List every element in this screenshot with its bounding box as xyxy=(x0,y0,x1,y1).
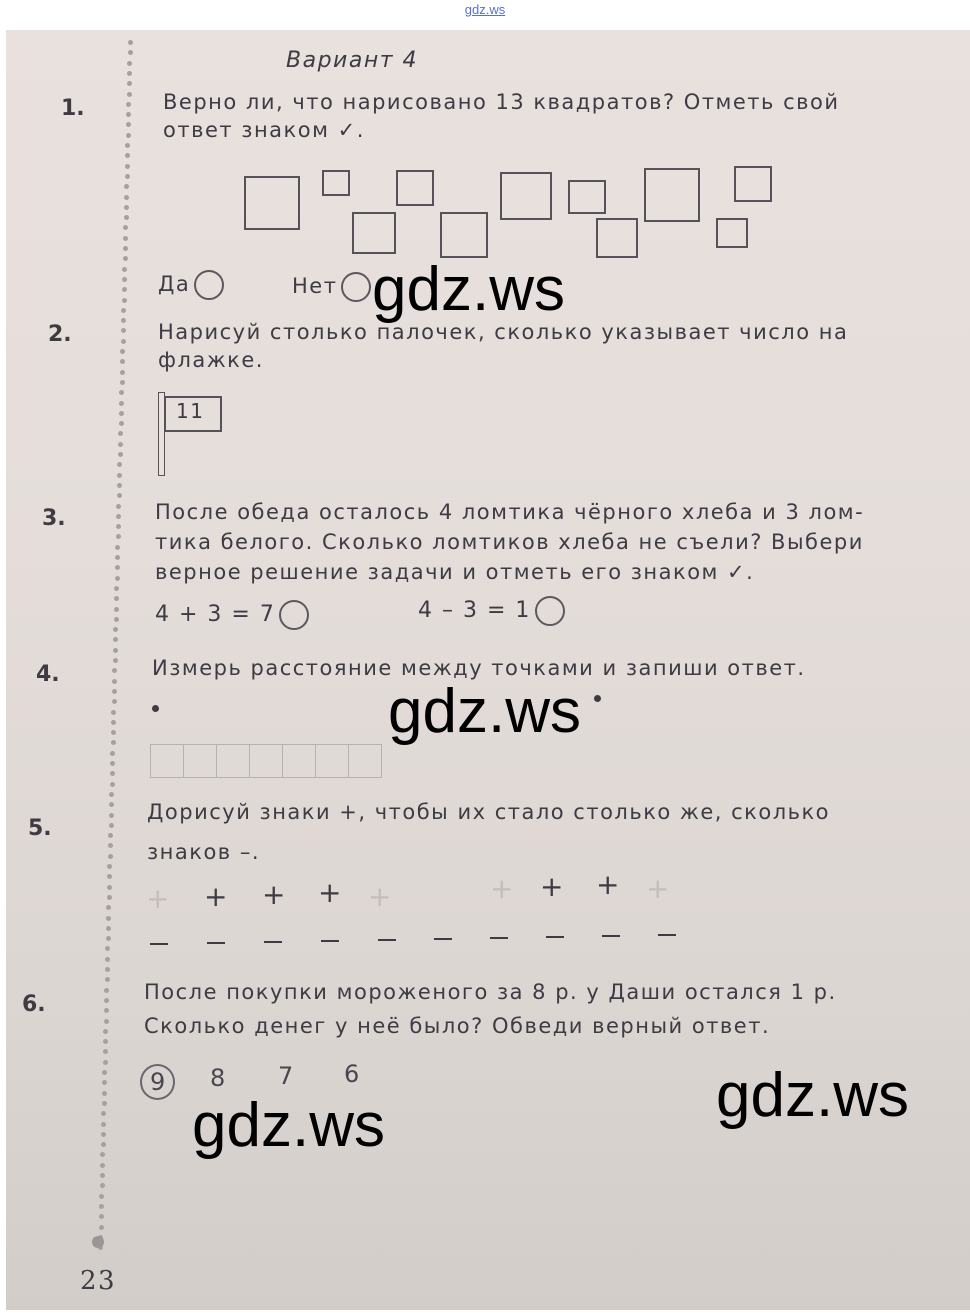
answer-option-9[interactable]: 9 xyxy=(140,1064,175,1100)
margin-dot xyxy=(116,534,121,539)
minus-sign xyxy=(321,940,339,942)
margin-dot xyxy=(109,802,114,807)
task-1-text-line-1: Верно ли, что нарисовано 13 квадратов? Отметь свой xyxy=(163,90,840,114)
margin-dot xyxy=(127,92,132,97)
plus-sign: + xyxy=(596,868,620,901)
task-2-number: 2. xyxy=(48,322,72,347)
margin-dot xyxy=(116,514,121,519)
margin-dot xyxy=(123,225,128,230)
task-3-number: 3. xyxy=(42,506,66,531)
margin-dot xyxy=(107,874,112,879)
task-4-number: 4. xyxy=(36,662,60,687)
solution-option-2[interactable] xyxy=(418,596,565,626)
margin-dot xyxy=(125,143,130,148)
point-a xyxy=(152,705,159,712)
plus-sign: + xyxy=(490,872,514,905)
option-no[interactable] xyxy=(292,272,371,302)
margin-dot xyxy=(124,184,129,189)
site-link[interactable]: gdz.ws xyxy=(464,2,506,17)
square xyxy=(716,218,748,248)
margin-dot xyxy=(104,1019,109,1024)
answer-circle[interactable] xyxy=(279,600,309,630)
margin-dot xyxy=(113,658,118,663)
margin-dot xyxy=(122,298,127,303)
answer-cell[interactable] xyxy=(249,744,283,778)
minus-sign xyxy=(658,934,676,936)
margin-dot xyxy=(123,236,128,241)
answer-circle[interactable] xyxy=(194,270,224,300)
plus-sign: + xyxy=(646,872,670,905)
margin-dot xyxy=(119,421,124,426)
margin-dot xyxy=(111,740,116,745)
minus-sign xyxy=(490,937,508,939)
margin-dot xyxy=(104,998,109,1003)
square xyxy=(500,172,552,220)
task-6-text-line-2: Сколько денег у неё было? Обведи верный ответ. xyxy=(144,1014,771,1038)
square xyxy=(352,212,396,254)
margin-dot xyxy=(122,267,127,272)
margin-dot xyxy=(124,195,129,200)
task-3-text-line-3: верное решение задачи и отметь его знаком ✓. xyxy=(155,560,755,584)
option-yes-label: Да xyxy=(158,272,191,296)
margin-dot xyxy=(115,565,120,570)
margin-dot xyxy=(120,349,125,354)
margin-dot xyxy=(113,648,118,653)
margin-dot xyxy=(127,81,132,86)
margin-dot xyxy=(108,843,113,848)
variant-header: Вариант 4 xyxy=(286,48,419,73)
watermark: gdz.ws xyxy=(192,1091,385,1160)
answer-circle[interactable] xyxy=(341,272,371,302)
margin-dot xyxy=(110,751,115,756)
margin-dot xyxy=(126,112,131,117)
margin-dot xyxy=(103,1060,108,1065)
margin-dot xyxy=(116,524,121,529)
margin-dot xyxy=(117,462,122,467)
margin-dot xyxy=(125,164,130,169)
minus-sign xyxy=(150,943,168,945)
margin-dot xyxy=(127,71,132,76)
margin-dot xyxy=(99,1225,104,1230)
margin-dot xyxy=(105,946,110,951)
minus-sign xyxy=(378,939,396,941)
task-2-text-line-1: Нарисуй столько палочек, сколько указывает число на xyxy=(158,320,849,344)
task-3-text-line-2: тика белого. Сколько ломтиков хлеба не съели? Выбери xyxy=(155,530,864,554)
margin-dot xyxy=(103,1049,108,1054)
margin-dot xyxy=(122,277,127,282)
minus-sign xyxy=(264,941,282,943)
option-no-label: Нет xyxy=(292,274,338,298)
margin-dot xyxy=(117,473,122,478)
margin-dot xyxy=(120,359,125,364)
task-3-text-line-1: После обеда осталось 4 ломтика чёрного хлеба и 3 лом- xyxy=(155,500,865,524)
margin-dot xyxy=(108,833,113,838)
margin-dot xyxy=(112,679,117,684)
plus-sign: + xyxy=(540,870,564,903)
margin-dot xyxy=(100,1163,105,1168)
margin-dot xyxy=(105,977,110,982)
square xyxy=(322,170,350,196)
margin-dot xyxy=(119,401,124,406)
margin-dot xyxy=(126,102,131,107)
watermark: gdz.ws xyxy=(388,677,581,746)
margin-dot xyxy=(109,813,114,818)
task-5-text-line-2: знаков –. xyxy=(147,840,261,864)
margin-dot xyxy=(117,483,122,488)
square xyxy=(568,180,606,214)
margin-dot xyxy=(119,411,124,416)
option-yes[interactable] xyxy=(158,270,224,300)
margin-dot xyxy=(114,596,119,601)
answer-cell[interactable] xyxy=(216,744,250,778)
margin-dot xyxy=(100,1152,105,1157)
margin-dot xyxy=(101,1122,106,1127)
minus-sign xyxy=(546,936,564,938)
margin-dot xyxy=(114,607,119,612)
margin-dot xyxy=(111,730,116,735)
task-5-number: 5. xyxy=(28,816,52,841)
task-1-number: 1. xyxy=(61,96,85,121)
answer-cell[interactable] xyxy=(150,744,184,778)
margin-dot xyxy=(125,153,130,158)
margin-dot xyxy=(110,782,115,787)
margin-dot xyxy=(111,720,116,725)
margin-dot xyxy=(107,885,112,890)
square xyxy=(440,212,488,258)
margin-dot xyxy=(127,61,132,66)
task-4-text: Измерь расстояние между точками и запиши ответ. xyxy=(152,656,806,680)
margin-dot xyxy=(124,215,129,220)
plus-sign: + xyxy=(262,878,286,911)
margin-dot xyxy=(113,627,118,632)
margin-dot xyxy=(116,504,121,509)
margin-dot xyxy=(120,380,125,385)
margin-dot xyxy=(112,699,117,704)
margin-dot xyxy=(105,967,110,972)
margin-dot xyxy=(120,370,125,375)
answer-circle[interactable] xyxy=(535,596,565,626)
margin-dot xyxy=(126,122,131,127)
plus-sign: + xyxy=(146,882,170,915)
margin-dot xyxy=(102,1070,107,1075)
task-1-text-line-2: ответ знаком ✓. xyxy=(163,118,365,142)
solution-option-2-label: 4 – 3 = 1 xyxy=(418,598,531,623)
solution-option-1-label: 4 + 3 = 7 xyxy=(155,602,276,627)
margin-dot xyxy=(121,328,126,333)
margin-dot xyxy=(113,637,118,642)
margin-dot xyxy=(118,431,123,436)
margin-dot xyxy=(121,308,126,313)
flag-number: 11 xyxy=(176,399,205,423)
margin-dot xyxy=(112,689,117,694)
margin-dot xyxy=(101,1132,106,1137)
plus-sign: + xyxy=(318,876,342,909)
answer-option-8[interactable]: 8 xyxy=(210,1064,226,1092)
margin-dot xyxy=(118,452,123,457)
answer-option-7[interactable]: 7 xyxy=(278,1062,294,1090)
solution-option-1[interactable] xyxy=(155,600,309,630)
page-number: 23 xyxy=(80,1266,117,1296)
margin-dot xyxy=(126,133,131,138)
answer-cell[interactable] xyxy=(315,744,349,778)
plus-sign: + xyxy=(204,880,228,913)
margin-dot xyxy=(109,823,114,828)
margin-dot xyxy=(114,586,119,591)
margin-dots xyxy=(98,40,138,1270)
margin-dot xyxy=(100,1183,105,1188)
margin-dot xyxy=(115,555,120,560)
margin-dot xyxy=(107,864,112,869)
margin-dot xyxy=(107,895,112,900)
margin-dot xyxy=(101,1111,106,1116)
square xyxy=(244,176,300,230)
margin-dot xyxy=(106,936,111,941)
margin-dot xyxy=(123,246,128,251)
point-b xyxy=(594,695,601,702)
task-5-text-line-1: Дорисуй знаки +, чтобы их стало столько же, сколько xyxy=(147,800,831,824)
margin-dot xyxy=(104,988,109,993)
margin-dot xyxy=(118,442,123,447)
margin-dot xyxy=(102,1091,107,1096)
minus-sign xyxy=(207,942,225,944)
margin-dot xyxy=(128,40,133,45)
margin-dot xyxy=(106,916,111,921)
square xyxy=(644,168,700,222)
watermark: gdz.ws xyxy=(716,1061,909,1130)
margin-dot xyxy=(105,957,110,962)
margin-dot xyxy=(100,1173,105,1178)
margin-dot xyxy=(103,1039,108,1044)
margin-dot xyxy=(124,205,129,210)
margin-dot xyxy=(110,771,115,776)
margin-dot xyxy=(101,1142,106,1147)
margin-dot xyxy=(108,854,113,859)
answer-cell[interactable] xyxy=(183,744,217,778)
minus-sign xyxy=(434,938,452,940)
margin-dot xyxy=(121,339,126,344)
margin-big-dot xyxy=(92,1236,104,1248)
margin-dot xyxy=(123,256,128,261)
margin-dot xyxy=(106,905,111,910)
margin-dot xyxy=(99,1194,104,1199)
margin-dot xyxy=(115,545,120,550)
margin-dot xyxy=(112,668,117,673)
square xyxy=(734,166,772,202)
margin-dot xyxy=(103,1029,108,1034)
task-2-text-line-2: флажке. xyxy=(158,348,264,372)
margin-dot xyxy=(117,493,122,498)
margin-dot xyxy=(104,1008,109,1013)
plus-sign: + xyxy=(368,880,392,913)
answer-cell[interactable] xyxy=(282,744,316,778)
answer-option-6[interactable]: 6 xyxy=(344,1060,360,1088)
margin-dot xyxy=(99,1214,104,1219)
margin-dot xyxy=(128,50,133,55)
task-6-number: 6. xyxy=(22,992,46,1017)
margin-dot xyxy=(109,792,114,797)
margin-dot xyxy=(102,1080,107,1085)
square xyxy=(596,218,638,258)
margin-dot xyxy=(111,710,116,715)
task-6-text-line-1: После покупки мороженого за 8 р. у Даши остался 1 р. xyxy=(144,980,837,1004)
margin-dot xyxy=(102,1101,107,1106)
margin-dot xyxy=(110,761,115,766)
watermark: gdz.ws xyxy=(372,255,565,324)
minus-sign xyxy=(602,935,620,937)
square xyxy=(396,170,434,206)
margin-dot xyxy=(106,926,111,931)
margin-dot xyxy=(122,287,127,292)
margin-dot xyxy=(115,576,120,581)
margin-dot xyxy=(121,318,126,323)
margin-dot xyxy=(99,1204,104,1209)
margin-dot xyxy=(119,390,124,395)
answer-cell[interactable] xyxy=(348,744,382,778)
margin-dot xyxy=(114,617,119,622)
margin-dot xyxy=(125,174,130,179)
